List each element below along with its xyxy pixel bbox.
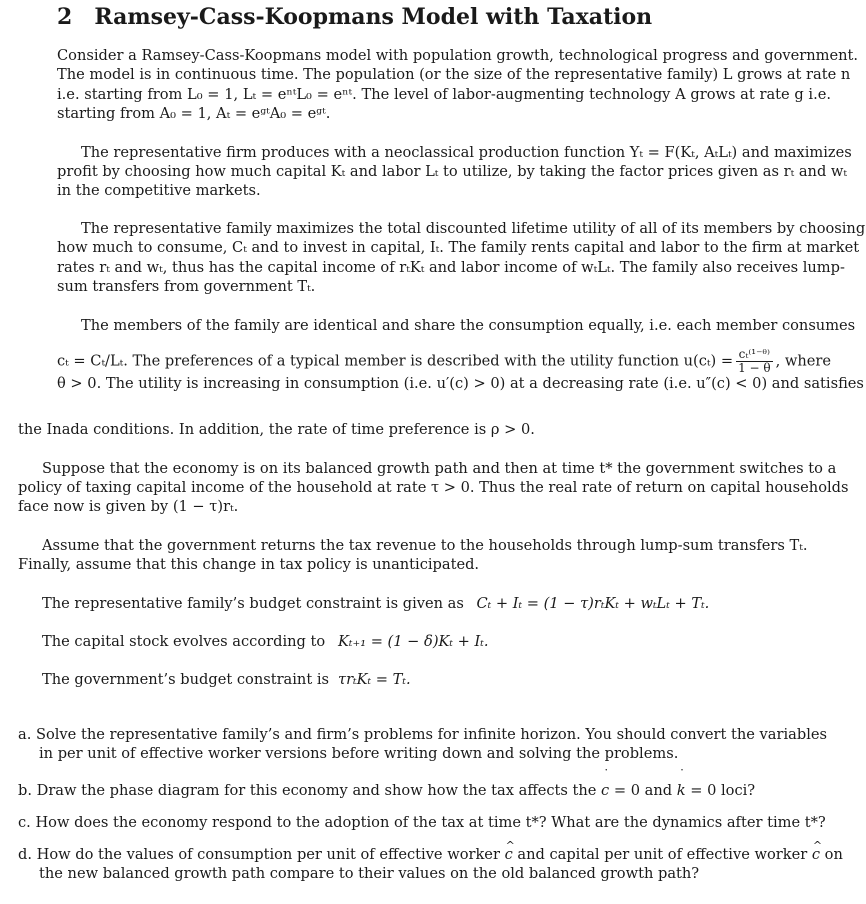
paragraph-6-line-2: Finally, assume that this change in tax policy is unanticipated. <box>18 556 480 573</box>
question-d-line-1 <box>18 845 843 864</box>
paragraph-3-line-1: The representative family maximizes the total discounted lifetime utility of all of its members by choosing <box>81 220 866 237</box>
question-a-line-1: a. Solve the representative family’s and firm’s problems for infinite horizon. You should convert the variables <box>18 726 827 743</box>
utility-denominator: 1 − θ <box>738 361 771 375</box>
utility-fraction <box>736 348 773 375</box>
paragraph-2-line-3: in the competitive markets. <box>57 182 261 199</box>
paragraph-4-line-3: θ > 0. The utility is increasing in consumption (i.e. u′(c) > 0) at a decreasing rate (i.e. u″(c) < 0) and satisfies <box>57 375 864 392</box>
paragraph-6-line-1: Assume that the government returns the tax revenue to the households through lump-sum transfers Tₜ. <box>42 537 808 554</box>
question-d-end: on <box>820 846 843 863</box>
utility-numerator: cₜ⁽¹⁻ᶿ⁾ <box>736 348 773 362</box>
equation-budget-formula: Cₜ + Iₜ = (1 − τ)rₜKₜ + wₜLₜ + Tₜ. <box>476 595 710 612</box>
section-title: Ramsey-Cass-Koopmans Model with Taxation <box>94 4 653 30</box>
equation-government <box>42 670 411 689</box>
equation-government-formula: τrₜKₜ = Tₜ. <box>338 671 411 688</box>
c-hat-symbol-2: ^ c <box>812 845 820 864</box>
question-d-mid: and capital per unit of effective worker <box>512 846 812 863</box>
paragraph-3-line-3: rates rₜ and wₜ, thus has the capital income of rₜKₜ and labor income of wₜLₜ. The family also receives lump- <box>57 259 845 276</box>
paragraph-2-line-1: The representative firm produces with a neoclassical production function Yₜ = F(Kₜ, AₜLₜ) and maximizes <box>81 144 852 161</box>
paragraph-4-line-2 <box>57 348 831 375</box>
equation-budget <box>42 594 709 613</box>
paragraph-2-line-2: profit by choosing how much capital Kₜ and labor Lₜ to utilize, by taking the factor prices given as rₜ and wₜ <box>57 163 848 180</box>
paragraph-5-line-3: face now is given by (1 − τ)rₜ. <box>18 498 239 515</box>
equation-government-label: The government’s budget constraint is <box>42 671 329 688</box>
equation-budget-label: The representative family’s budget constraint is given as <box>42 595 464 612</box>
question-b-text: b. Draw the phase diagram for this economy and show how the tax affects the <box>18 782 602 799</box>
question-d-text: d. How do the values of consumption per unit of effective worker <box>18 846 505 863</box>
paragraph-4-line-1: The members of the family are identical and share the consumption equally, i.e. each member consumes <box>81 317 856 334</box>
paragraph-3-line-2: how much to consume, Cₜ and to invest in capital, Iₜ. The family rents capital and labor to the firm at market <box>57 239 860 256</box>
question-b-end: = 0 loci? <box>685 782 756 799</box>
paragraph-4-line-4: the Inada conditions. In addition, the rate of time preference is ρ > 0. <box>18 421 535 438</box>
utility-suffix: , where <box>775 352 832 370</box>
question-c: c. How does the economy respond to the adoption of the tax at time t*? What are the dynamics after time t*? <box>18 814 826 831</box>
paragraph-5-line-1: Suppose that the economy is on its balanced growth path and then at time t* the government switches to a <box>42 460 837 477</box>
question-a-line-2: in per unit of effective worker versions before writing down and solving the problems. <box>39 745 679 762</box>
section-heading <box>57 4 652 30</box>
k-hat-dot-symbol: ˙ k <box>677 781 686 800</box>
equation-capital-formula: Kₜ₊₁ = (1 − δ)Kₜ + Iₜ. <box>338 633 489 650</box>
equation-capital <box>42 632 489 651</box>
utility-sentence: cₜ = Cₜ/Lₜ. The preferences of a typical member is described with the utility function u(cₜ) = <box>57 352 734 370</box>
paragraph-5-line-2: policy of taxing capital income of the household at rate τ > 0. Thus the real rate of return on capital households <box>18 479 849 496</box>
c-hat-symbol: ^ c <box>505 845 513 864</box>
question-d-line-2: the new balanced growth path compare to their values on the old balanced growth path? <box>39 865 700 882</box>
equation-capital-label: The capital stock evolves according to <box>42 633 326 650</box>
paragraph-1-line-2: The model is in continuous time. The population (or the size of the representative family) L grows at rate n <box>57 66 851 83</box>
question-b <box>18 781 755 800</box>
paragraph-1-line-1: Consider a Ramsey-Cass-Koopmans model with population growth, technological progress and government. <box>57 47 858 64</box>
question-b-mid: = 0 and <box>609 782 677 799</box>
section-number: 2 <box>57 4 73 30</box>
c-hat-dot-symbol: ˙ c <box>601 781 609 800</box>
paragraph-1-line-3: i.e. starting from L₀ = 1, Lₜ = eⁿᵗL₀ = eⁿᵗ. The level of labor-augmenting technology A grows at rate g i.e. <box>57 86 831 103</box>
paragraph-1-line-4: starting from A₀ = 1, Aₜ = eᵍᵗA₀ = eᵍᵗ. <box>57 105 331 122</box>
paragraph-3-line-4: sum transfers from government Tₜ. <box>57 278 316 295</box>
